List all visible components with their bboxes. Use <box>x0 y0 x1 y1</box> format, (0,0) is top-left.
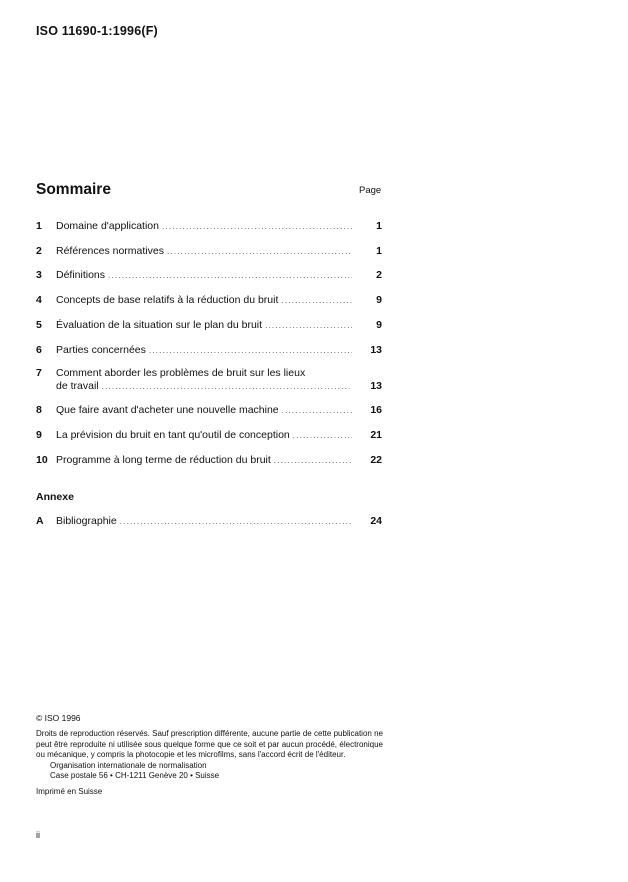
copyright-notice: © ISO 1996 <box>36 713 81 723</box>
toc-entry-page: 13 <box>370 380 382 392</box>
page-number: ii <box>36 830 40 840</box>
toc-entry[interactable] <box>36 429 382 442</box>
leader-dots <box>162 220 352 233</box>
leader-dots <box>102 380 352 393</box>
org-address: Case postale 56 • CH-1211 Genève 20 • Suisse <box>50 771 220 781</box>
annex-entry-title: Bibliographie <box>56 515 117 527</box>
toc-entry[interactable] <box>36 404 382 417</box>
annex-entry-letter: A <box>36 515 44 527</box>
toc-entry-title: Définitions <box>56 269 106 281</box>
toc-entry[interactable] <box>36 344 382 357</box>
toc-entry[interactable] <box>36 220 382 233</box>
toc-entry-number: 1 <box>36 220 42 232</box>
toc-entry-title: Domaine d'application <box>56 220 159 232</box>
toc-entry-title: Parties concernées <box>56 344 146 356</box>
leader-dots <box>120 515 352 528</box>
toc-entry[interactable] <box>36 319 382 332</box>
toc-entry-page: 1 <box>376 220 382 232</box>
toc-entry-title-line1: Comment aborder les problèmes de bruit sur les lieux <box>56 367 306 379</box>
annex-entry-page: 24 <box>370 515 382 527</box>
leader-dots <box>167 245 352 258</box>
toc-entry-title: Que faire avant d'acheter une nouvelle machine <box>56 404 279 416</box>
printed-in: Imprimé en Suisse <box>36 787 103 797</box>
toc-title: Sommaire <box>36 181 111 198</box>
toc-entry[interactable] <box>36 245 382 258</box>
document-id: ISO 11690-1:1996(F) <box>36 24 158 38</box>
toc-entry[interactable] <box>36 269 382 282</box>
toc-entry-title-line2: de travail <box>56 380 99 392</box>
toc-entry-title: Évaluation de la situation sur le plan du bruit <box>56 319 263 331</box>
page-column-label: Page <box>359 185 382 196</box>
toc-entry-page: 1 <box>376 245 382 257</box>
leader-dots <box>274 454 352 467</box>
toc-entry-number: 5 <box>36 319 42 331</box>
toc-entry[interactable] <box>36 294 382 307</box>
toc-entry-page: 9 <box>376 294 382 306</box>
toc-entry-title: Références normatives <box>56 245 164 257</box>
annex-entry[interactable] <box>36 515 382 528</box>
toc-entry-title: Concepts de base relatifs à la réduction du bruit <box>56 294 279 306</box>
toc-entry-number: 8 <box>36 404 42 416</box>
toc-entry[interactable] <box>36 454 382 467</box>
toc-entry-page: 13 <box>370 344 382 356</box>
leader-dots <box>265 319 352 332</box>
leader-dots <box>281 294 352 307</box>
leader-dots <box>293 429 352 442</box>
org-name: Organisation internationale de normalisation <box>50 760 207 770</box>
annex-heading: Annexe <box>36 491 74 503</box>
leader-dots <box>282 404 352 417</box>
publisher-address <box>36 761 383 782</box>
rights-statement: Droits de reproduction réservés. Sauf prescription différente, aucune partie de cette publication ne peut être reproduite ni utilisée sous quelque forme que ce soit et par aucun procédé, électronique ou mécanique, y compris la photocopie et les microfilms, sans l'accord écrit de l'éditeur. <box>36 729 383 760</box>
toc-entry-page: 22 <box>370 454 382 466</box>
leader-dots <box>108 269 352 282</box>
leader-dots <box>149 344 352 357</box>
toc-entry-number: 7 <box>36 367 42 379</box>
toc-entry-title: La prévision du bruit en tant qu'outil de conception <box>56 429 290 441</box>
toc-entry-title: Programme à long terme de réduction du bruit <box>56 454 271 466</box>
toc-entry-number: 10 <box>36 454 48 466</box>
copyright-block <box>36 713 383 798</box>
toc-entry-page: 9 <box>376 319 382 331</box>
toc-entry-page: 16 <box>370 404 382 416</box>
toc-entry-page: 2 <box>376 269 382 281</box>
toc-entry-page: 21 <box>370 429 382 441</box>
toc-entry-number: 4 <box>36 294 42 306</box>
toc-entry[interactable] <box>36 367 382 393</box>
toc-entry-number: 3 <box>36 269 42 281</box>
toc-entry-number: 9 <box>36 429 42 441</box>
toc-entry-number: 6 <box>36 344 42 356</box>
toc-entry-number: 2 <box>36 245 42 257</box>
